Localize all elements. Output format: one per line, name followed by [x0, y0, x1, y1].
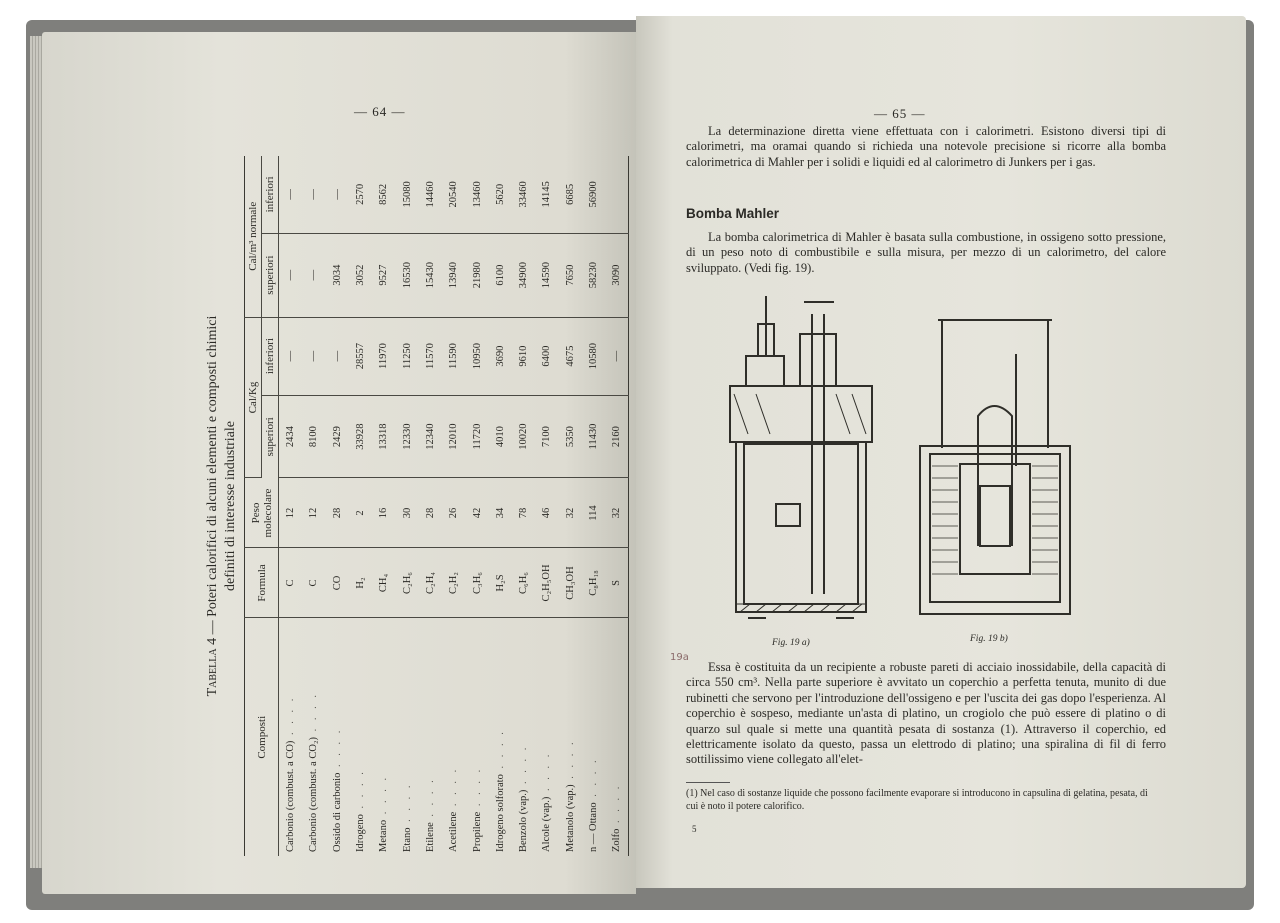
- paragraph-2: Essa è costituita da un recipiente a robuste pareti di acciaio inossidabile, della capacità di circa 550 cm³. Nella parte superiore è avvitato un coperchio a perfetta tenuta, munito di due rubinetti che servono per l'introduzione dell'ossigeno e per l'uscita dei gas dopo l'esperienza. Al coperchio è sospeso, mediante un'asta di platino, un crogiolo che può essere di platino o di quarzo sul quale si mette una quantità pesata di sostanza (1). Attraverso il coperchio, ed elettricamente isolato da questo, passa un elettrodo di platino; una spiralina di fil di ferro sottilissimo viene collegato all'elet-: [686, 660, 1166, 767]
- cell-calkg-superiori: 11430: [588, 423, 599, 450]
- cell-calm3-inferiori: 6685: [564, 183, 576, 205]
- page-number-left: — 64 —: [354, 104, 406, 119]
- cell-formula: H₂S: [494, 574, 506, 592]
- cell-calkg-inferiori: 3690: [494, 345, 506, 367]
- col-composti: Composti: [245, 618, 279, 856]
- cell-molecular-weight: 32: [564, 507, 576, 519]
- cell-molecular-weight: 28: [424, 507, 436, 519]
- rotated-table-block: [204, 156, 624, 856]
- cell-compound-name: Idrogeno: [355, 814, 367, 852]
- cell-calm3-inferiori: —: [308, 189, 320, 200]
- figure-19b-caption: Fig. 19 b): [970, 634, 1008, 644]
- cell-calm3-superiori: 34900: [518, 262, 530, 289]
- cell-calm3-superiori: 6100: [494, 264, 506, 286]
- leader-dots: . . . .: [588, 757, 599, 803]
- cell-calm3-superiori: 3052: [355, 264, 367, 286]
- cell-calkg-superiori: 2429: [331, 426, 343, 448]
- cell-molecular-weight: 26: [448, 507, 460, 519]
- section-heading: Bomba Mahler: [686, 206, 780, 221]
- cell-calm3-superiori: 14590: [541, 262, 553, 289]
- cell-formula: CO: [331, 575, 343, 591]
- cell-compound-name: Idrogeno solforato: [494, 774, 506, 852]
- table-row: [372, 156, 395, 856]
- cell-calkg-superiori: 7100: [541, 426, 553, 448]
- table-caption-lead: Tabella 4: [205, 637, 220, 697]
- footnote-rule: [686, 782, 730, 783]
- cell-formula: C: [308, 579, 320, 587]
- cell-calm3-inferiori: 15080: [401, 181, 413, 208]
- cell-calm3-inferiori: 8562: [378, 183, 390, 205]
- cell-calkg-superiori: 8100: [308, 426, 320, 448]
- cell-calkg-inferiori: 11250: [401, 343, 413, 370]
- leader-dots: . . . .: [611, 783, 623, 829]
- cell-calkg-inferiori: —: [611, 350, 623, 362]
- leader-dots: . . . .: [355, 769, 367, 815]
- cell-calkg-inferiori: 28557: [355, 342, 367, 370]
- table-caption: [204, 156, 240, 856]
- col-group-calkg: Cal/Kg: [245, 317, 262, 478]
- cell-calkg-superiori: 11720: [471, 423, 483, 450]
- leader-dots: . . . .: [564, 739, 576, 785]
- table-row: [419, 156, 442, 856]
- cell-compound-name: Metanolo (vap.): [564, 784, 576, 852]
- cell-calkg-superiori: 12330: [401, 423, 413, 450]
- cell-calkg-superiori: 12010: [448, 423, 460, 450]
- cell-calm3-superiori: —: [285, 269, 297, 281]
- cell-molecular-weight: 16: [378, 507, 390, 519]
- cell-calm3-superiori: 58230: [588, 262, 599, 289]
- cell-compound-name: Carbonio (combust. a CO₂): [308, 736, 320, 852]
- col-kg-superiori: superiori: [262, 395, 279, 478]
- table-caption-line2: definiti di interesse industriale: [223, 421, 238, 591]
- table-row: [279, 156, 303, 856]
- cell-molecular-weight: 28: [331, 507, 343, 519]
- cell-formula: C₃H₆: [471, 572, 483, 594]
- cell-calm3-inferiori: 33460: [518, 181, 530, 208]
- cell-calm3-superiori: 13940: [448, 262, 460, 289]
- left-page: [42, 32, 636, 894]
- cell-formula: C: [285, 579, 297, 587]
- table-row: [535, 156, 558, 856]
- cell-calkg-superiori: 12340: [424, 423, 436, 450]
- table-row: [326, 156, 349, 856]
- figure-19a: [726, 294, 876, 634]
- cell-molecular-weight: 2: [355, 510, 367, 516]
- cell-formula: C₂H₆: [401, 572, 413, 594]
- handwritten-margin-note: 19a: [670, 652, 689, 663]
- cell-formula: CH₃OH: [564, 566, 576, 600]
- right-page: [636, 16, 1246, 888]
- cell-calm3-superiori: 9527: [378, 264, 390, 286]
- table-row: [582, 156, 605, 856]
- leader-dots: . . . .: [331, 727, 343, 773]
- cell-calkg-inferiori: 4675: [564, 345, 576, 367]
- col-kg-inferiori: inferiori: [262, 317, 279, 395]
- table-row: [489, 156, 512, 856]
- leader-dots: . . . .: [471, 766, 483, 812]
- leader-dots: . . . .: [494, 729, 506, 775]
- cell-compound-name: Benzolo (vap.): [518, 789, 530, 852]
- cell-calkg-superiori: 4010: [494, 426, 506, 448]
- leader-dots: . . . .: [424, 777, 436, 823]
- cell-calkg-superiori: 13318: [378, 423, 390, 450]
- cell-calkg-inferiori: 6400: [541, 345, 553, 367]
- leader-dots: . . . .: [308, 691, 320, 737]
- cell-calkg-inferiori: 9610: [518, 345, 530, 367]
- cell-calm3-superiori: 7650: [564, 264, 576, 286]
- cell-calm3-superiori: 3090: [611, 264, 623, 286]
- cell-formula: C₂H₂: [448, 572, 460, 594]
- page-number-right: — 65 —: [874, 106, 926, 121]
- paragraph-1: La bomba calorimetrica di Mahler è basata sulla combustione, in ossigeno sotto pressione, di un peso noto di combustibile e sulla misura, per mezzo di un calorimetro, del calore sviluppato. (Vedi fig. 19).: [686, 230, 1166, 275]
- table-row: [395, 156, 418, 856]
- table-caption-title: — Poteri calorifici di alcuni elementi e composti chimici: [205, 315, 220, 638]
- cell-calkg-inferiori: 10580: [588, 342, 599, 370]
- cell-formula: H₂: [355, 577, 367, 589]
- cell-calkg-superiori: 33928: [355, 423, 367, 450]
- cell-calkg-inferiori: —: [285, 350, 297, 362]
- cell-molecular-weight: 32: [611, 507, 623, 519]
- col-group-calm3: Cal/m³ normale: [245, 156, 262, 317]
- cell-compound-name: Etano: [401, 827, 413, 852]
- cell-molecular-weight: 30: [401, 507, 413, 519]
- cell-formula: S: [611, 580, 623, 586]
- table-row: [349, 156, 372, 856]
- cell-calm3-inferiori: —: [285, 189, 297, 200]
- leader-dots: . . . .: [518, 744, 530, 790]
- cell-molecular-weight: 78: [518, 507, 530, 519]
- calorific-table: [244, 156, 629, 856]
- cell-compound-name: Ossido di carbonio: [331, 772, 343, 852]
- intro-paragraph: La determinazione diretta viene effettuata con i calorimetri. Esistono diversi tipi di calorimetri, ma oramai quando si richieda una notevole precisione si ricorre alla bomba calorimetrica di Mahler per i solidi e liquidi ed al calorimetro di Junkers per i gas.: [686, 124, 1166, 169]
- cell-molecular-weight: 114: [588, 505, 599, 521]
- cell-calm3-inferiori: 14145: [541, 181, 553, 208]
- cell-molecular-weight: 12: [308, 507, 320, 519]
- cell-calm3-superiori: —: [308, 269, 320, 281]
- cell-calkg-superiori: 2434: [285, 426, 297, 448]
- cell-molecular-weight: 12: [285, 507, 297, 519]
- cell-calm3-superiori: 21980: [471, 262, 483, 289]
- cell-calkg-inferiori: 11590: [448, 343, 460, 370]
- cell-calkg-inferiori: —: [331, 350, 343, 362]
- leader-dots: . . . .: [401, 782, 413, 828]
- cell-calm3-inferiori: 56900: [588, 181, 599, 208]
- table-row: [302, 156, 325, 856]
- leader-dots: . . . .: [285, 695, 297, 741]
- table-row: [442, 156, 465, 856]
- cell-molecular-weight: 42: [471, 507, 483, 519]
- cell-formula: C₈H₁₈: [588, 570, 599, 596]
- cell-molecular-weight: 34: [494, 507, 506, 519]
- cell-compound-name: Zolfo: [611, 828, 623, 852]
- cell-compound-name: Etilene: [424, 822, 436, 852]
- cell-calm3-inferiori: 13460: [471, 181, 483, 208]
- cell-formula: C₆H₆: [518, 572, 530, 594]
- cell-calkg-superiori: 5350: [564, 426, 576, 448]
- cell-calkg-superiori: 2160: [611, 426, 623, 448]
- figure-19a-caption: Fig. 19 a): [772, 638, 810, 648]
- cell-calkg-inferiori: —: [308, 350, 320, 362]
- table-row: [465, 156, 488, 856]
- col-m3-superiori: superiori: [262, 233, 279, 317]
- cell-calm3-inferiori: 20540: [448, 181, 460, 208]
- leader-dots: . . . .: [378, 774, 390, 820]
- table-row: [605, 156, 629, 856]
- cell-compound-name: n — Ottano: [588, 802, 599, 852]
- cell-formula: CH₄: [378, 573, 390, 593]
- cell-compound-name: Carbonio (combust. a CO): [285, 740, 297, 852]
- cell-formula: C₂H₅OH: [541, 564, 553, 602]
- cell-calkg-superiori: 10020: [518, 423, 530, 450]
- cell-calm3-superiori: 16530: [401, 262, 413, 289]
- cell-molecular-weight: 46: [541, 507, 553, 519]
- cell-calkg-inferiori: 11970: [378, 343, 390, 370]
- figure-19b: [912, 306, 1078, 624]
- cell-calkg-inferiori: 10950: [471, 342, 483, 370]
- col-m3-inferiori: inferiori: [262, 156, 279, 233]
- cell-calm3-inferiori: 2570: [355, 183, 367, 205]
- table-row: [512, 156, 535, 856]
- col-formula: Formula: [245, 548, 279, 618]
- leader-dots: . . . .: [541, 751, 553, 797]
- cell-calkg-inferiori: 11570: [424, 343, 436, 370]
- cell-formula: C₂H₄: [424, 572, 436, 594]
- cell-compound-name: Alcole (vap.): [541, 796, 553, 852]
- cell-calm3-inferiori: 5620: [494, 183, 506, 205]
- cell-calm3-inferiori: 14460: [424, 181, 436, 208]
- table-row: [559, 156, 582, 856]
- cell-calm3-superiori: 15430: [424, 262, 436, 289]
- cell-calm3-inferiori: —: [331, 189, 343, 200]
- cell-compound-name: Propilene: [471, 811, 483, 852]
- cell-compound-name: Metano: [378, 819, 390, 852]
- cell-calm3-superiori: 3034: [331, 264, 343, 286]
- cell-compound-name: Acetilene: [448, 811, 460, 852]
- footnote: (1) Nel caso di sostanze liquide che possono facilmente evaporare si introducono in capsulina di gelatina, pesata, di cui è noto il potere calorifico.: [686, 788, 1148, 812]
- leader-dots: . . . .: [448, 766, 460, 812]
- col-peso: Peso molecolare: [245, 478, 279, 548]
- signature-mark: 5: [692, 824, 697, 834]
